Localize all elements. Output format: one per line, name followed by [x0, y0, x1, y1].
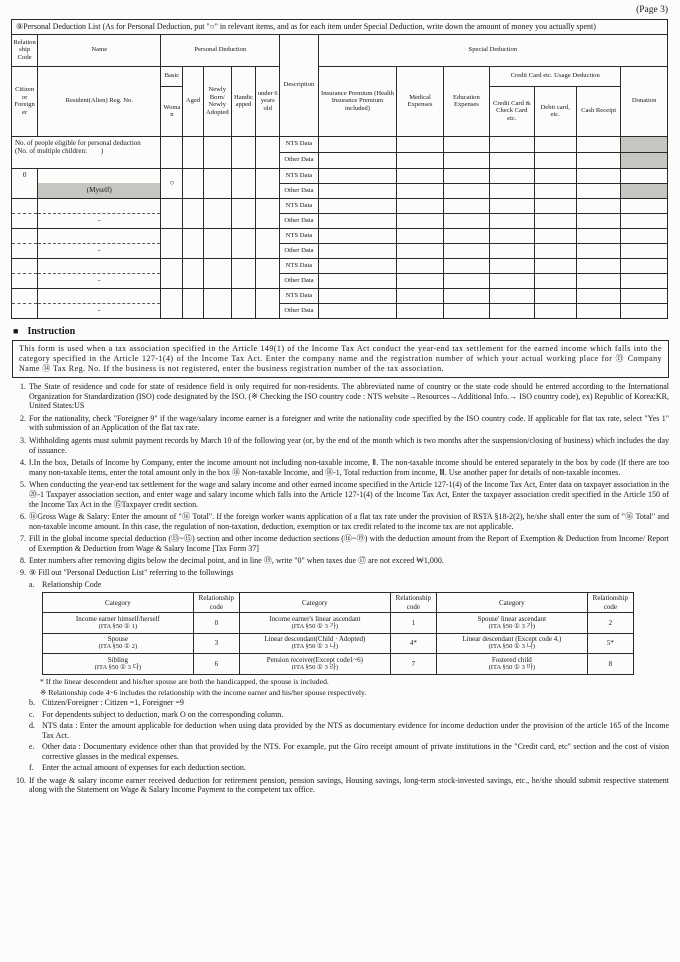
rel-category: Sibling	[107, 655, 128, 664]
instruction-item-6	[11, 512, 670, 532]
item-number: 8.	[20, 556, 26, 566]
mark-cell	[203, 198, 231, 228]
value-cell	[397, 288, 443, 303]
mark-cell	[203, 228, 231, 258]
mark-cell	[231, 168, 255, 198]
rel-category: Linear descendant (Except code 4.)	[462, 635, 562, 644]
value-cell	[318, 198, 397, 213]
table-title: ⑨Personal Deduction List (As for Personal Deduction, put "○" in relevant items, and as for each item under Special Deduction, write down the amount of money you actually spent)	[12, 20, 668, 35]
rel-category-cell	[436, 613, 587, 633]
citizen-flag-cell	[12, 183, 37, 198]
sub-item-label: d.	[29, 721, 35, 731]
mark-cell	[203, 288, 231, 318]
mark-cell	[231, 288, 255, 318]
value-cell	[490, 198, 534, 213]
value-cell	[576, 273, 620, 288]
value-cell	[318, 243, 397, 258]
mark-cell	[203, 168, 231, 198]
value-cell	[534, 198, 576, 213]
mark-cell	[161, 228, 183, 258]
instruction-item-5	[11, 480, 670, 509]
relationship-code-value	[12, 259, 37, 273]
instruction-item-4	[11, 458, 670, 478]
instruction-box: This form is used when a tax association specified in the Article 149(1) of the Income Tax Act conduct the year-end tax settlement for the earned income which falls into the category specified in the Article 127-1(4) of the Income Tax Act. Enter the company name and the registration number of which your actual working place for ⑬ Company Name ⑭ Tax Reg. No. If the business is not registered, enter the business registration number of the tax association.	[12, 340, 669, 378]
col-resident-reg-no: Resident(Alien) Reg. No.	[38, 66, 161, 136]
item-text: If the wage & salary income earner received deduction for retirement pension, pension savings, Housing savings, long-term stock-invested savings, etc., he/she should submit respective statement along with the Statement on Wage & Salary Income Payment to the competent tax office.	[29, 775, 669, 795]
summary-line-1: No. of people eligible for personal deduction	[15, 138, 141, 147]
value-cell	[576, 168, 620, 183]
item-text: Fill in the global income special deduction (⑬~⑮) section and other income deduction sections (⑯~⑲) with the deduction amount from the Report of Exemption & Deduction from Income/ Report of Exemption & Deduction from Wage & Salary Income [Tax Form 37]	[29, 533, 669, 553]
summary-row-label	[12, 136, 161, 168]
col-credit-usage-deduction: Credit Card etc. Usage Deduction	[490, 66, 621, 86]
other-data-label: Other Data	[280, 243, 318, 258]
rel-ita-ref: (ITA §50 ① 3 나)	[291, 643, 339, 651]
value-cell	[576, 183, 620, 198]
instruction-item-10	[11, 776, 670, 796]
other-data-label: Other Data	[280, 303, 318, 318]
value-cell	[397, 228, 443, 243]
rel-ita-ref: (ITA §50 ① 1)	[98, 623, 138, 631]
value-cell	[443, 273, 489, 288]
other-data-label: Other Data	[280, 183, 318, 198]
other-data-label: Other Data	[280, 273, 318, 288]
value-cell	[318, 213, 397, 228]
col-description: Description	[280, 34, 318, 136]
value-cell	[318, 288, 397, 303]
citizen-flag-cell	[12, 273, 37, 288]
square-bullet-icon: ■	[13, 325, 19, 336]
sub-item-a	[29, 580, 669, 590]
mark-cell	[256, 168, 280, 198]
value-cell-shaded	[621, 183, 668, 198]
mark-cell	[256, 228, 280, 258]
rel-header-code: Relationship code	[193, 592, 239, 612]
sub-item-label: c.	[29, 709, 35, 719]
rel-ita-ref: (ITA §50 ① 3 마)	[488, 663, 536, 671]
footnote-reference: ※ Relationship code 4~6 includes the relationship with the income earner and his/her spouse respectively.	[40, 687, 367, 697]
col-personal-deduction: Personal Deduction	[161, 34, 280, 66]
name-line	[38, 259, 160, 273]
sub-item-e	[29, 742, 669, 762]
item-text: The State of residence and code for state of residence field is only required for non-residents. The abbreviated name of country or the state code should be entered according to the International Organization for Standardization (ISO) code designated by the ISO. (※ Checking the ISO country code : NTS website→Resources→Additional Info.→ ISO country code), ex) Republic of Korea:KR, United States:US	[29, 381, 669, 411]
rel-header-category: Category	[239, 592, 390, 612]
rel-category: Fostered child	[491, 655, 532, 664]
col-education-expenses: Education Expenses	[443, 66, 489, 136]
item-number: 4.	[20, 457, 26, 467]
item-text: Withholding agents must submit payment records by March 10 of the following year (or, by the end of the month which is two months after the suspension/closing of business) which includes the day of issuance.	[29, 435, 669, 455]
value-cell	[397, 258, 443, 273]
value-cell	[397, 168, 443, 183]
instruction-item-8	[11, 556, 670, 566]
relationship-code-cell	[12, 228, 38, 258]
value-cell	[490, 228, 534, 243]
value-cell	[576, 152, 620, 168]
rel-category: Income earner himself/herself	[75, 614, 160, 623]
value-cell	[318, 228, 397, 243]
value-cell	[576, 243, 620, 258]
value-cell	[443, 213, 489, 228]
value-cell	[534, 243, 576, 258]
value-cell	[621, 258, 668, 273]
col-medical-expenses: Medical Expenses	[397, 66, 443, 136]
instruction-title: Instruction	[27, 325, 76, 337]
mark-cell	[183, 168, 203, 198]
col-handicapped: Handicapped	[231, 66, 255, 136]
mark-cell	[231, 136, 255, 168]
value-cell	[621, 288, 668, 303]
item-number: 7.	[20, 533, 26, 543]
rel-category-cell	[436, 633, 587, 653]
instruction-item-2	[11, 414, 670, 434]
rel-ita-ref: (ITA §50 ① 2)	[98, 643, 138, 651]
sub-item-text: NTS data : Enter the amount applicable for deduction when using data provided by the NTS as documentary evidence for income deduction under the provision of the article 165 of the Income Tax Act.	[42, 721, 669, 740]
item-number: 1.	[20, 381, 26, 391]
value-cell	[534, 228, 576, 243]
name-cell	[38, 168, 161, 198]
nts-data-label: NTS Data	[280, 136, 318, 152]
value-cell	[443, 258, 489, 273]
value-cell	[490, 273, 534, 288]
value-cell	[576, 228, 620, 243]
value-cell	[397, 152, 443, 168]
item-number: 3.	[20, 435, 26, 445]
rel-header-category: Category	[43, 592, 194, 612]
col-insurance-premium: Insurance Premium (Health Insurance Premium included)	[318, 66, 397, 136]
value-cell	[318, 273, 397, 288]
instruction-list	[11, 382, 670, 795]
rel-ita-ref: (ITA §50 ① 3 라)	[291, 663, 339, 671]
rel-category-cell	[239, 633, 390, 653]
item-number: 6.	[20, 511, 26, 521]
mark-cell	[256, 136, 280, 168]
item-text: ⑯Gross Wage & Salary: Enter the amount of "⑯ Total". If the foreign worker wants application of a flat tax rate under the provision of RSTA §18-2(2), he/she shall enter the sum of "⑯ Total" and non-taxable income amount. In this case, the regulation of non-taxation, deduction, exemption or tax credit related to the income tax are not applicable.	[29, 511, 669, 531]
item-text: For the nationality, check "Foreigner 9" if the wage/salary income earner is a foreigner and write the nationality code specified by the ISO country code. If applicable for flat tax rate, select "Yes 1" with submission of an Application of the flat tax rate.	[29, 413, 669, 433]
value-cell	[534, 288, 576, 303]
relationship-code-value	[12, 199, 37, 213]
value-cell	[621, 213, 668, 228]
item-number: 10.	[16, 775, 26, 785]
rel-category-cell	[43, 654, 194, 674]
rel-category: Income earner's linear ascendant	[269, 614, 361, 623]
value-cell	[534, 152, 576, 168]
value-cell	[621, 303, 668, 318]
rel-category-cell	[43, 633, 194, 653]
instruction-heading	[13, 326, 668, 337]
value-cell	[397, 198, 443, 213]
value-cell	[443, 288, 489, 303]
sub-item-text: Other data : Documentary evidence other than that provided by the NTS. For example, put the Giro receipt amount of private institutions in the "Credit card, etc" section and the cost of vision corrective glasses in the medical expenses.	[42, 742, 669, 761]
value-cell	[534, 303, 576, 318]
mark-cell	[183, 258, 203, 288]
value-cell	[576, 136, 620, 152]
value-cell	[443, 168, 489, 183]
value-cell	[397, 183, 443, 198]
value-cell	[621, 273, 668, 288]
name-line	[38, 169, 160, 184]
sub-item-f	[29, 763, 669, 773]
nts-data-label: NTS Data	[280, 198, 318, 213]
rel-code-cell: 7	[390, 654, 436, 674]
value-cell	[490, 152, 534, 168]
reg-no-line: -	[38, 273, 160, 288]
rel-category-cell	[239, 613, 390, 633]
col-newly-born-adopted: Newly Born/ Newly Adopted	[203, 66, 231, 136]
sub-item-label: a.	[29, 579, 35, 589]
item-number: 9.	[20, 568, 26, 578]
value-cell	[576, 303, 620, 318]
value-cell	[443, 136, 489, 152]
citizen-flag-cell	[12, 243, 37, 258]
nts-data-label: NTS Data	[280, 168, 318, 183]
relationship-code-table	[42, 592, 634, 675]
mark-cell	[256, 258, 280, 288]
value-cell	[443, 303, 489, 318]
nts-data-label: NTS Data	[280, 288, 318, 303]
citizen-flag-cell	[12, 303, 37, 318]
instruction-item-1	[11, 382, 670, 411]
sub-item-d	[29, 721, 669, 741]
rel-category: Pension receiver(Except code1~6)	[266, 655, 364, 664]
value-cell	[318, 168, 397, 183]
item-text: When conducting the year-end tax settlement for the wage and salary income and other earned income specified in the Article 127-1(4) of the Income Tax Act, Enter data on taxpayer association in the ⑳-1 Taxpayer association section, and enter wage and salary income which falls into the Article 127-1(4) of the Income Tax Act, Enter the taxpayer association credit specified in the Article 150 of the Income Tax Act in the ⑮Taxpayer credit section.	[29, 479, 669, 509]
value-cell	[397, 303, 443, 318]
value-cell	[443, 152, 489, 168]
value-cell	[576, 213, 620, 228]
mark-cell	[231, 258, 255, 288]
nts-data-label: NTS Data	[280, 258, 318, 273]
rel-category-cell	[436, 654, 587, 674]
value-cell	[534, 273, 576, 288]
value-cell	[576, 258, 620, 273]
value-cell	[443, 228, 489, 243]
sub-item-b	[29, 698, 669, 708]
rel-header-code: Relationship code	[390, 592, 436, 612]
col-debit-card: Debit card, etc.	[534, 86, 576, 136]
name-cell	[38, 228, 161, 258]
rel-header-code: Relationship code	[587, 592, 633, 612]
sub-item-label: e.	[29, 742, 35, 752]
value-cell	[490, 243, 534, 258]
col-name: Name	[38, 34, 161, 66]
col-cash-receipt: Cash Receipt	[576, 86, 620, 136]
col-donation: Donation	[621, 66, 668, 136]
value-cell	[318, 152, 397, 168]
sub-item-c	[29, 710, 669, 720]
mark-cell	[161, 288, 183, 318]
name-cell	[38, 258, 161, 288]
value-cell	[534, 136, 576, 152]
footnote-asterisk: * If the linear descendent and his/her spouse are both the handicapped, the spouse is included.	[40, 677, 329, 687]
rel-category: Linear descendant(Child · Adopted)	[264, 635, 366, 644]
citizen-flag-cell	[12, 213, 37, 228]
mark-cell	[183, 198, 203, 228]
mark-cell	[183, 288, 203, 318]
item-text: Ⅰ.In the box, Details of Income by Company, enter the income amount not including non-taxable income, Ⅱ. The non-taxable income should be entered separately in the box by code (If there are too many non-taxable items, enter the total amount only in the box ⑱ Non-taxable Income, and ⑱-1, Total reduction from income, Ⅲ. Use another paper for details of non-taxable incomes.	[29, 457, 669, 477]
relationship-code-cell	[12, 168, 38, 198]
mark-cell	[161, 258, 183, 288]
reg-no-line: -	[38, 243, 160, 258]
value-cell	[318, 258, 397, 273]
relationship-code-cell	[12, 288, 38, 318]
col-under-6-years: under 6 years old	[256, 66, 280, 136]
value-cell	[576, 198, 620, 213]
value-cell	[534, 213, 576, 228]
mark-cell	[161, 198, 183, 228]
nts-data-label: NTS Data	[280, 228, 318, 243]
value-cell	[490, 136, 534, 152]
rel-code-cell: 6	[193, 654, 239, 674]
col-aged: Aged	[183, 66, 203, 136]
rel-category: Spouse	[107, 635, 128, 644]
name-cell	[38, 288, 161, 318]
mark-cell	[256, 288, 280, 318]
myself-label: (Myself)	[38, 183, 160, 198]
rel-code-cell: 0	[193, 613, 239, 633]
value-cell	[397, 136, 443, 152]
item-number: 2.	[20, 413, 26, 423]
summary-line-2: (No. of multiple children: )	[15, 147, 104, 156]
value-cell	[534, 183, 576, 198]
item-number: 5.	[20, 479, 26, 489]
name-line	[38, 199, 160, 213]
value-cell	[490, 258, 534, 273]
mark-cell	[183, 228, 203, 258]
rel-code-cell: 3	[193, 633, 239, 653]
value-cell	[534, 258, 576, 273]
value-cell	[397, 273, 443, 288]
col-special-deduction: Special Deduction	[318, 34, 667, 66]
item-9-intro: ⑨ Fill out "Personal Deduction List" referring to the followings	[29, 568, 234, 578]
value-cell	[621, 243, 668, 258]
col-basic: Basic	[161, 66, 183, 86]
rel-ita-ref: (ITA §50 ① 3 나)	[488, 643, 536, 651]
rel-code-cell: 5*	[587, 633, 633, 653]
value-cell-shaded	[621, 136, 668, 152]
name-cell	[38, 198, 161, 228]
value-cell-shaded	[621, 152, 668, 168]
value-cell	[318, 136, 397, 152]
value-cell	[621, 228, 668, 243]
value-cell	[443, 243, 489, 258]
rel-code-cell: 2	[587, 613, 633, 633]
sub-item-text: Relationship Code	[42, 579, 102, 589]
mark-cell	[256, 198, 280, 228]
mark-cell	[231, 198, 255, 228]
value-cell	[318, 183, 397, 198]
name-line	[38, 289, 160, 303]
value-cell	[318, 303, 397, 318]
sub-item-label: b.	[29, 698, 35, 708]
value-cell	[534, 168, 576, 183]
col-credit-check-card: Credit Card & Check Card etc.	[490, 86, 534, 136]
value-cell	[490, 288, 534, 303]
rel-category-cell	[239, 654, 390, 674]
value-cell	[490, 213, 534, 228]
rel-ita-ref: (ITA §50 ① 3 다)	[94, 663, 142, 671]
reg-no-line: -	[38, 213, 160, 228]
reg-no-line: -	[38, 303, 160, 318]
other-data-label: Other Data	[280, 213, 318, 228]
rel-code-cell: 1	[390, 613, 436, 633]
mark-cell	[231, 228, 255, 258]
value-cell	[621, 198, 668, 213]
item-text: Enter numbers after removing digits below the decimal point, and in line ⑲, write "0" when taxes due ⑰ are not exceed ₩1,000.	[29, 556, 444, 566]
relationship-code-value	[12, 229, 37, 243]
page-number: (Page 3)	[636, 5, 668, 15]
rel-code-cell: 4*	[390, 633, 436, 653]
value-cell	[490, 183, 534, 198]
name-line	[38, 229, 160, 243]
sub-item-text: Enter the actual amount of expenses for each deduction section.	[42, 763, 246, 773]
value-cell	[443, 198, 489, 213]
value-cell	[397, 243, 443, 258]
instruction-item-7	[11, 534, 670, 554]
mark-cell	[203, 136, 231, 168]
relationship-code-cell	[12, 258, 38, 288]
instruction-item-3	[11, 436, 670, 456]
instruction-item-9	[11, 568, 670, 773]
value-cell	[576, 288, 620, 303]
item-text	[29, 568, 669, 773]
rel-ita-ref: (ITA §50 ① 3 가)	[488, 623, 536, 631]
relationship-code-cell	[12, 198, 38, 228]
rel-ita-ref: (ITA §50 ① 3 가)	[291, 623, 339, 631]
sub-item-text: For dependents subject to deduction, mark O on the corresponding column.	[42, 709, 284, 719]
value-cell	[443, 183, 489, 198]
col-citizen-foreigner: Citizen or Foreigner	[12, 66, 38, 136]
rel-header-category: Category	[436, 592, 587, 612]
value-cell	[397, 213, 443, 228]
other-data-label: Other Data	[280, 152, 318, 168]
mark-cell	[161, 136, 183, 168]
sub-item-text: Citizen/Foreigner : Citizen =1, Foreigner =9	[42, 698, 184, 708]
mark-cell	[203, 258, 231, 288]
relationship-code-value	[12, 289, 37, 303]
rel-code-cell: 8	[587, 654, 633, 674]
personal-deduction-table	[11, 19, 668, 319]
value-cell	[621, 168, 668, 183]
col-relationship-code: Relationship Code	[12, 34, 38, 66]
relationship-code-value: 0	[22, 171, 27, 180]
value-cell	[490, 303, 534, 318]
sub-item-label: f.	[29, 763, 34, 773]
col-woman: Woman	[161, 86, 183, 136]
value-cell	[490, 168, 534, 183]
mark-cell	[183, 136, 203, 168]
basic-circle-mark: ○	[161, 168, 183, 198]
rel-category: Spouse' linear ascendant	[477, 614, 547, 623]
rel-category-cell	[43, 613, 194, 633]
